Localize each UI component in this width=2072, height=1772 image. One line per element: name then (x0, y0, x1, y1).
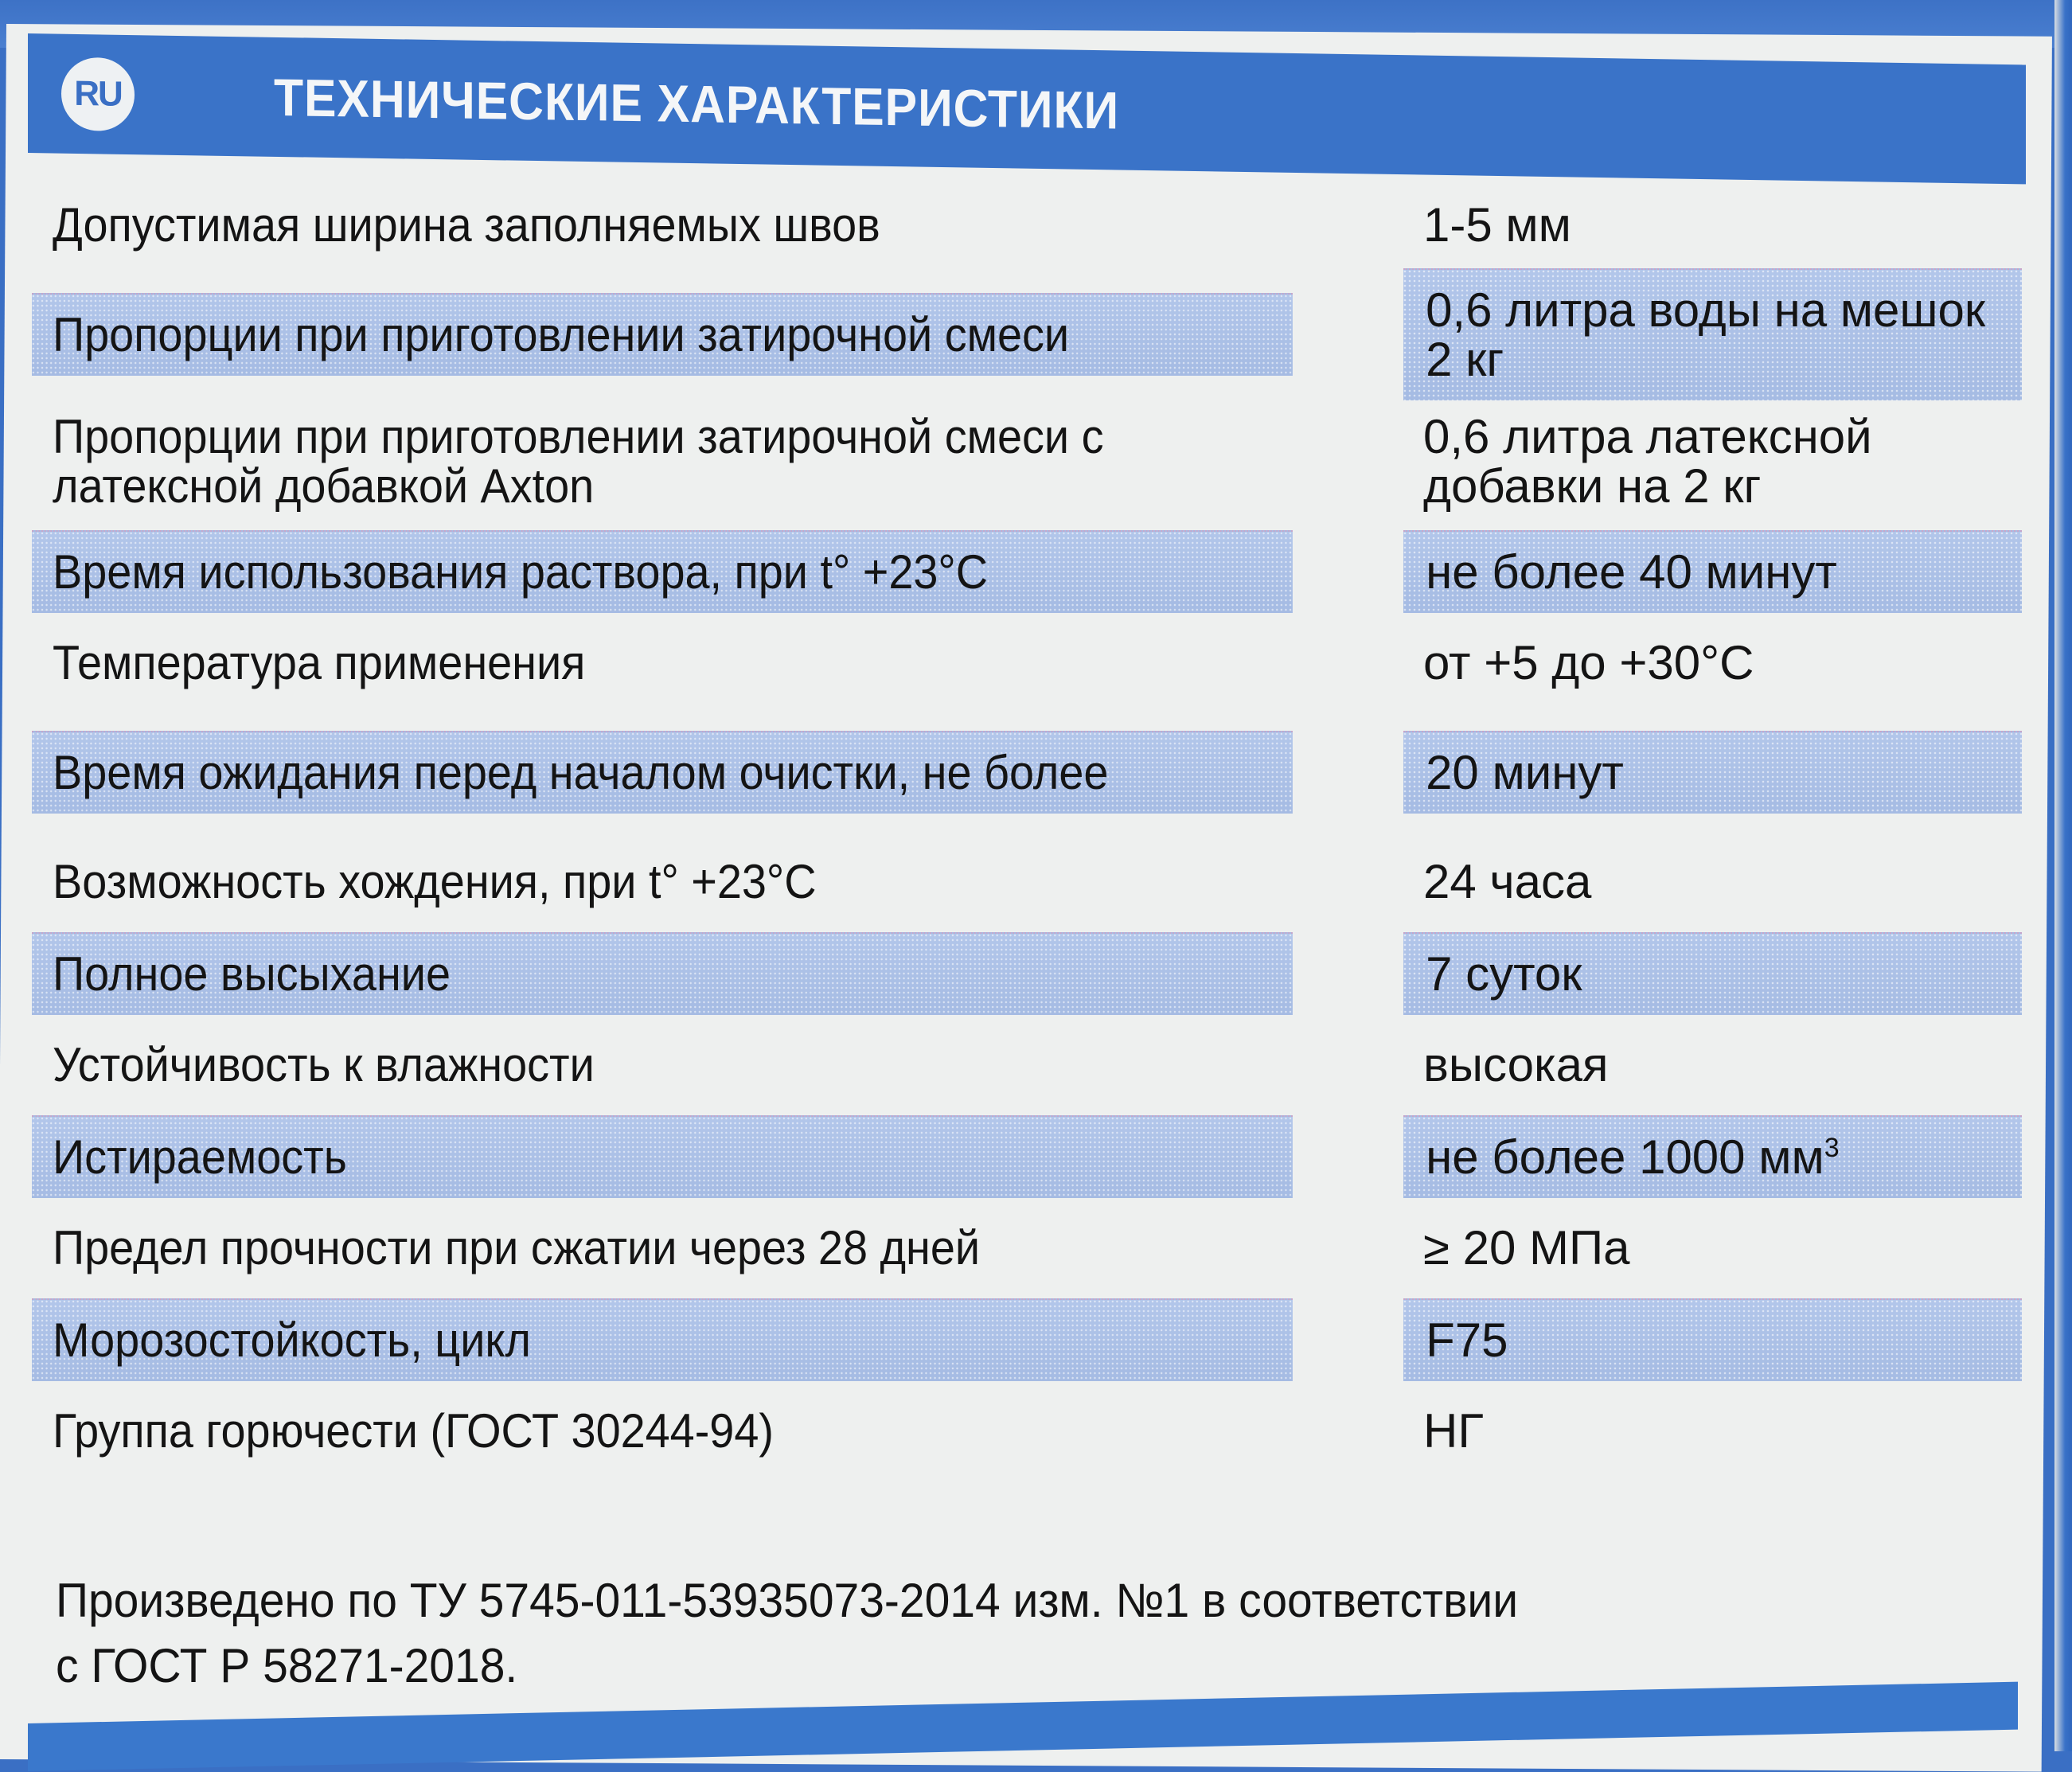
spec-value: ≥ 20 МПа (1423, 1220, 1630, 1274)
table-row (32, 1019, 2022, 1110)
spec-label: Истираемость (32, 1115, 1293, 1198)
spec-value (1403, 1115, 2022, 1198)
spec-value: 0,6 литра воды на мешок 2 кг (1403, 268, 2022, 400)
spec-value: 0,6 литра латексной добавки на 2 кг (1423, 410, 1872, 513)
table-row (32, 836, 2022, 927)
superscript-cubed: 3 (1824, 1132, 1840, 1163)
spec-label: Морозостойкость, цикл (32, 1298, 1293, 1381)
spec-label: Устойчивость к влажности (53, 1037, 595, 1091)
spec-label: Пропорции при приготовлении затирочной смеси (32, 293, 1293, 376)
footnote-line-1: Произведено по ТУ 5745-011-53935073-2014 изм. №1 в соответствии (56, 1574, 1519, 1627)
spec-label: Полное высыхание (32, 932, 1293, 1015)
spec-value: 1-5 мм (1423, 197, 1571, 252)
spec-value: F75 (1403, 1298, 2022, 1381)
spec-value: 20 минут (1403, 731, 2022, 814)
spec-value: 24 часа (1423, 854, 1592, 908)
spec-label: Предел прочности при сжатии через 28 дней (53, 1220, 981, 1274)
spec-value: 7 суток (1403, 932, 2022, 1015)
ru-language-badge-icon: RU (61, 57, 135, 131)
manufacturing-standard-note (56, 1568, 1924, 1699)
spec-label: Время использования раствора, при t° +23°C (32, 530, 1293, 613)
table-row (32, 1110, 2022, 1202)
table-row (32, 1294, 2022, 1385)
spec-label: Температура применения (53, 635, 586, 689)
page-title: ТЕХНИЧЕСКИЕ ХАРАКТЕРИСТИКИ (274, 67, 1120, 140)
spec-value-text: не более 1000 мм (1426, 1130, 1824, 1184)
table-row (32, 708, 2022, 836)
spec-label: Группа горючести (ГОСТ 30244-94) (53, 1403, 774, 1458)
spec-label: Возможность хождения, при t° +23°C (53, 854, 817, 908)
footnote-line-2: с ГОСТ Р 58271-2018. (56, 1639, 518, 1692)
table-row (32, 1385, 2022, 1477)
table-row (32, 398, 2022, 525)
table-row (32, 1202, 2022, 1294)
spec-value: высокая (1423, 1037, 1609, 1091)
table-row (32, 525, 2022, 617)
spec-value: НГ (1423, 1403, 1484, 1458)
table-row (32, 617, 2022, 708)
spec-value: от +5 до +30°C (1423, 635, 1754, 689)
table-row (32, 179, 2022, 271)
spec-table (32, 179, 2022, 1477)
table-row (32, 927, 2022, 1019)
spec-label: Время ожидания перед началом очистки, не более (32, 731, 1293, 814)
spec-label: Допустимая ширина заполняемых швов (53, 197, 880, 252)
spec-label: Пропорции при приготовлении затирочной смеси с латексной добавкой Axton (53, 410, 1104, 513)
spec-value: не более 40 минут (1403, 530, 2022, 613)
table-row (32, 271, 2022, 398)
package-right-edge (2054, 0, 2072, 1751)
